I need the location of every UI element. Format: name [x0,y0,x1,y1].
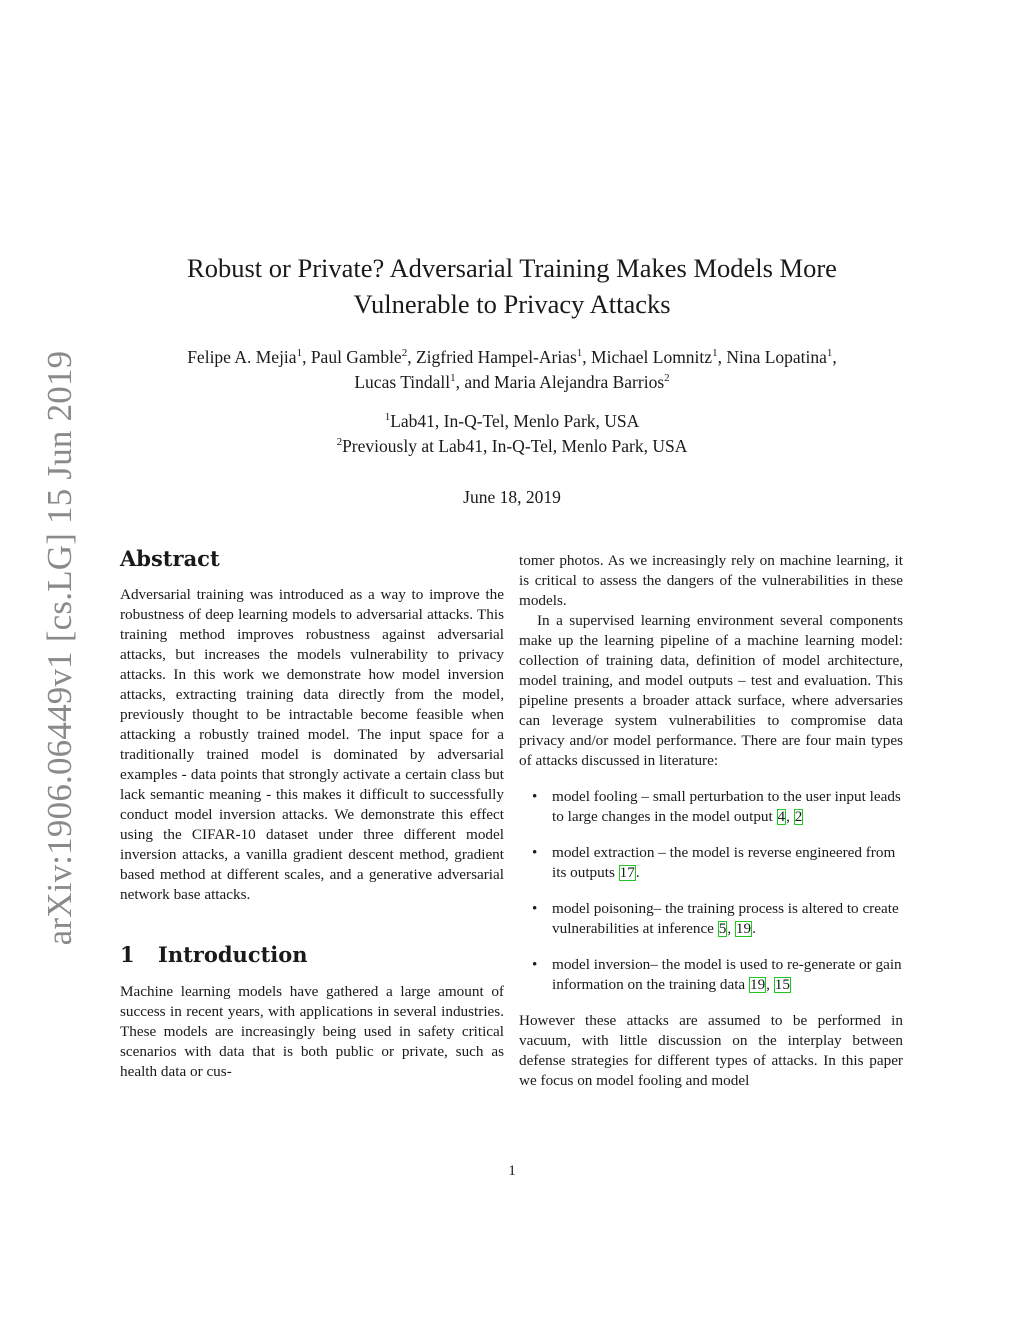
affiliation-line [200,409,824,434]
author-line-2 [100,370,924,395]
title-line-2: Vulnerable to Privacy Attacks [353,289,671,319]
author-separator: , [302,347,311,367]
affiliation-mark: 1 [712,347,718,359]
introduction-heading [120,941,504,969]
bullet-icon: • [532,900,538,917]
author-separator: , [717,347,727,367]
affiliation-mark: 1 [384,411,391,423]
citation-link[interactable]: 4 [777,808,786,825]
affiliation-text: Previously at Lab41, In-Q-Tel, Menlo Park, USA [342,436,688,456]
bullet-icon: • [532,788,538,805]
page-number: 1 [508,1162,516,1179]
list-item-text: model poisoning– the training process is altered to create vulnerabilities at inference [552,900,899,937]
introduction-paragraph-1: Machine learning models have gathered a large amount of success in recent years, with applications in several industries. These models are increasingly being used in safety critical scenarios with data that is both public or private, such as health data or cus- [120,983,504,1080]
author-separator: , [407,347,416,367]
affiliation-mark: 2 [664,372,670,384]
author-name: Lucas Tindall [354,372,451,392]
author-name: Felipe A. Mejia [187,347,297,367]
bullet-icon: • [532,844,538,861]
citation-link[interactable]: 15 [774,976,790,993]
list-item-text: model inversion– the model is used to re-generate or gain information on the training data [552,956,902,993]
citation-link[interactable]: 17 [619,864,635,881]
affiliation-list [200,409,824,459]
affiliation-mark: 2 [336,436,343,448]
affiliation-line [200,434,824,459]
list-item: • model poisoning– the training process is altered to create vulnerabilities at inference 5, 19. [532,900,899,937]
title-line-1: Robust or Private? Adversarial Training Makes Models More [187,253,837,283]
affiliation-mark: 1 [826,347,833,359]
bullet-icon: • [532,956,538,973]
list-item-end: . [752,920,756,937]
introduction-paragraph-2: In a supervised learning environment several components make up the learning pipeline of a machine learning model: collection of training data, definition of model architecture, model training, and model outputs – test and evaluation. This pipeline presents a broader attack surface, where adversaries can leverage system vulnerabilities to compromise data privacy and/or model performance. There are four main types of attacks discussed in literature: [519,612,903,769]
affiliation-mark: 1 [296,347,303,359]
list-item: • model fooling – small perturbation to the user input leads to large changes in the model output 4, 2 [532,788,901,825]
author-name: Zigfried Hampel-Arias [415,347,577,367]
citation-link[interactable]: 19 [749,976,766,993]
abstract-text: Adversarial training was introduced as a way to improve the robustness of deep learning models to adversarial attacks. This training method improves robustness against adversarial attacks, but increases the models vulnerability to privacy attacks. In this work we demonstrate how model inversion attacks, extracting training data directly from the model, previously thought to be intractable become feasible when attacking a robustly trained model. The input space for a traditionally trained model is dominated by adversarial examples - data points that strongly activate a certain class but lack semantic meaning - this makes it difficult to successfully conduct model inversion attacks. We demonstrate this effect using the CIFAR-10 dataset under three different model inversion attacks, a vanilla gradient descent method, gradient based method at different scales, and a generative adversarial network base attacks. [120,586,504,903]
author-list [100,345,924,395]
introduction-paragraph-1-continued: tomer photos. As we increasingly rely on machine learning, it is critical to assess the dangers of the vulnerabilities in these models. [519,552,903,609]
closing-paragraph: However these attacks are assumed to be performed in vacuum, with little discussion on the interplay between defense strategies for different types of attacks. In this paper we focus on model fooling and model [519,1012,903,1089]
author-name: Maria Alejandra Barrios [494,372,665,392]
list-item-text: model fooling – small perturbation to the user input leads to large changes in the model output [552,788,901,825]
left-column [120,545,504,1082]
list-item [519,843,903,883]
paper-date: June 18, 2019 [463,487,561,507]
author-name: Nina Lopatina [726,347,827,367]
author-line-1 [100,345,924,370]
affiliation-text: Lab41, In-Q-Tel, Menlo Park, USA [390,411,640,431]
attack-type-list [519,787,903,995]
author-name: Michael Lomnitz [591,347,713,367]
citation-link[interactable]: 2 [794,808,803,825]
paper-title [150,250,874,322]
right-column [519,551,903,1091]
author-separator: , [582,347,592,367]
list-item-text: model extraction – the model is reverse engineered from its outputs [552,844,896,881]
list-item: • model inversion– the model is used to re-generate or gain information on the training data 19, 15 [532,956,902,993]
affiliation-mark: 2 [401,347,408,359]
list-item-end: . [635,864,640,881]
author-separator: , and [455,372,495,392]
arxiv-identifier-stamp: arXiv:1906.06449v1 [cs.LG] 15 Jun 2019 [40,350,79,946]
abstract-heading: Abstract [120,546,220,571]
section-number: 1 [120,942,135,967]
author-name: Paul Gamble [310,347,402,367]
affiliation-mark: 1 [450,372,456,384]
affiliation-mark: 1 [576,347,583,359]
citation-link[interactable]: 19 [735,920,752,937]
citation-link[interactable]: 5 [718,920,727,937]
author-separator: , [832,347,837,367]
section-title: Introduction [158,942,308,967]
